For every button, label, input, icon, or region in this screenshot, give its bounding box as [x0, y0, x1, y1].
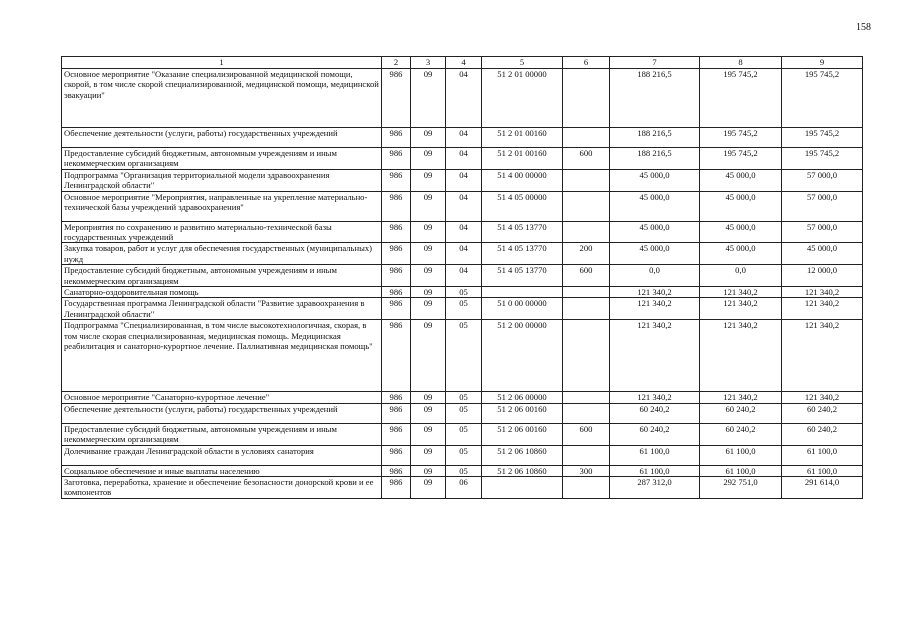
amount-year1-cell: 121 340,2 — [610, 287, 700, 298]
amount-year3-cell: 61 100,0 — [782, 445, 863, 465]
section-code-cell: 09 — [411, 392, 446, 403]
expense-type-cell — [563, 298, 610, 320]
expense-type-cell — [563, 221, 610, 243]
ministry-code-cell: 986 — [382, 243, 411, 265]
amount-year2-cell: 292 751,0 — [700, 476, 782, 498]
amount-year3-cell: 60 240,2 — [782, 403, 863, 423]
expense-type-cell — [563, 287, 610, 298]
ministry-code-cell: 986 — [382, 148, 411, 170]
row-name-cell: Долечивание граждан Ленинградской области в условиях санатория — [62, 445, 382, 465]
section-code-cell: 09 — [411, 169, 446, 191]
amount-year2-cell: 45 000,0 — [700, 169, 782, 191]
amount-year2-cell: 0,0 — [700, 265, 782, 287]
amount-year3-cell: 57 000,0 — [782, 191, 863, 221]
amount-year2-cell: 121 340,2 — [700, 320, 782, 392]
amount-year1-cell: 287 312,0 — [610, 476, 700, 498]
section-code-cell: 09 — [411, 287, 446, 298]
target-article-cell — [482, 287, 563, 298]
amount-year1-cell: 188 216,5 — [610, 148, 700, 170]
target-article-cell: 51 0 00 00000 — [482, 298, 563, 320]
target-article-cell: 51 4 05 13770 — [482, 265, 563, 287]
ministry-code-cell: 986 — [382, 128, 411, 148]
amount-year2-cell: 61 100,0 — [700, 465, 782, 476]
table-row — [62, 423, 863, 445]
row-name-cell: Основное мероприятие "Санаторно-курортное лечение" — [62, 392, 382, 403]
row-name-cell: Основное мероприятие "Мероприятия, направленные на укрепление материально-технической базы учреждений здравоохранения" — [62, 191, 382, 221]
amount-year1-cell: 121 340,2 — [610, 320, 700, 392]
expense-type-cell: 200 — [563, 243, 610, 265]
section-code-cell: 09 — [411, 476, 446, 498]
column-number-row — [62, 57, 863, 69]
amount-year3-cell: 60 240,2 — [782, 423, 863, 445]
expense-type-cell — [563, 69, 610, 128]
amount-year3-cell: 121 340,2 — [782, 298, 863, 320]
amount-year3-cell: 121 340,2 — [782, 320, 863, 392]
amount-year2-cell: 60 240,2 — [700, 403, 782, 423]
target-article-cell: 51 2 06 00000 — [482, 392, 563, 403]
ministry-code-cell: 986 — [382, 403, 411, 423]
column-number-3: 3 — [411, 57, 446, 69]
amount-year3-cell: 45 000,0 — [782, 243, 863, 265]
column-number-9: 9 — [782, 57, 863, 69]
column-number-8: 8 — [700, 57, 782, 69]
column-number-1: 1 — [62, 57, 382, 69]
subsection-code-cell: 05 — [446, 403, 482, 423]
expense-type-cell: 600 — [563, 148, 610, 170]
expense-type-cell — [563, 445, 610, 465]
target-article-cell: 51 2 06 10860 — [482, 445, 563, 465]
table-row — [62, 169, 863, 191]
amount-year2-cell: 195 745,2 — [700, 128, 782, 148]
amount-year2-cell: 60 240,2 — [700, 423, 782, 445]
subsection-code-cell: 04 — [446, 191, 482, 221]
amount-year1-cell: 61 100,0 — [610, 445, 700, 465]
amount-year1-cell: 0,0 — [610, 265, 700, 287]
subsection-code-cell: 05 — [446, 465, 482, 476]
expense-type-cell — [563, 128, 610, 148]
amount-year2-cell: 121 340,2 — [700, 392, 782, 403]
table-row — [62, 221, 863, 243]
amount-year2-cell: 121 340,2 — [700, 287, 782, 298]
column-number-2: 2 — [382, 57, 411, 69]
ministry-code-cell: 986 — [382, 298, 411, 320]
amount-year1-cell: 45 000,0 — [610, 243, 700, 265]
table-row — [62, 403, 863, 423]
amount-year2-cell: 45 000,0 — [700, 191, 782, 221]
amount-year1-cell: 45 000,0 — [610, 169, 700, 191]
ministry-code-cell: 986 — [382, 265, 411, 287]
subsection-code-cell: 04 — [446, 221, 482, 243]
table-row — [62, 243, 863, 265]
column-number-7: 7 — [610, 57, 700, 69]
ministry-code-cell: 986 — [382, 465, 411, 476]
budget-table — [61, 56, 863, 499]
amount-year3-cell: 61 100,0 — [782, 465, 863, 476]
subsection-code-cell: 04 — [446, 69, 482, 128]
amount-year3-cell: 121 340,2 — [782, 287, 863, 298]
row-name-cell: Закупка товаров, работ и услуг для обеспечения государственных (муниципальных) нужд — [62, 243, 382, 265]
subsection-code-cell: 05 — [446, 445, 482, 465]
table-row — [62, 298, 863, 320]
table-row — [62, 265, 863, 287]
table-row — [62, 392, 863, 403]
target-article-cell: 51 2 06 00160 — [482, 423, 563, 445]
table-row — [62, 320, 863, 392]
row-name-cell: Предоставление субсидий бюджетным, автономным учреждениям и иным некоммерческим организациям — [62, 265, 382, 287]
amount-year2-cell: 45 000,0 — [700, 243, 782, 265]
table-row — [62, 476, 863, 498]
amount-year1-cell: 45 000,0 — [610, 191, 700, 221]
table-row — [62, 445, 863, 465]
ministry-code-cell: 986 — [382, 191, 411, 221]
target-article-cell: 51 2 06 00160 — [482, 403, 563, 423]
amount-year1-cell: 61 100,0 — [610, 465, 700, 476]
section-code-cell: 09 — [411, 265, 446, 287]
expense-type-cell — [563, 320, 610, 392]
row-name-cell: Обеспечение деятельности (услуги, работы) государственных учреждений — [62, 128, 382, 148]
section-code-cell: 09 — [411, 465, 446, 476]
amount-year1-cell: 188 216,5 — [610, 128, 700, 148]
expense-type-cell — [563, 476, 610, 498]
row-name-cell: Основное мероприятие "Оказание специализированной медицинской помощи, скорой, в том числе скорой специализированной, медицинской помощи, медицинской эвакуации" — [62, 69, 382, 128]
expense-type-cell — [563, 403, 610, 423]
expense-type-cell: 600 — [563, 423, 610, 445]
amount-year1-cell: 60 240,2 — [610, 423, 700, 445]
amount-year3-cell: 12 000,0 — [782, 265, 863, 287]
expense-type-cell — [563, 169, 610, 191]
subsection-code-cell: 05 — [446, 320, 482, 392]
ministry-code-cell: 986 — [382, 320, 411, 392]
amount-year3-cell: 195 745,2 — [782, 148, 863, 170]
amount-year3-cell: 195 745,2 — [782, 128, 863, 148]
target-article-cell: 51 4 05 13770 — [482, 243, 563, 265]
row-name-cell: Мероприятия по сохранению и развитию материально-технической базы государственных учреждений — [62, 221, 382, 243]
target-article-cell — [482, 476, 563, 498]
expense-type-cell: 300 — [563, 465, 610, 476]
amount-year3-cell: 57 000,0 — [782, 221, 863, 243]
amount-year2-cell: 61 100,0 — [700, 445, 782, 465]
section-code-cell: 09 — [411, 221, 446, 243]
expense-type-cell: 600 — [563, 265, 610, 287]
table-row — [62, 128, 863, 148]
target-article-cell: 51 4 05 00000 — [482, 191, 563, 221]
amount-year3-cell: 121 340,2 — [782, 392, 863, 403]
expense-type-cell — [563, 392, 610, 403]
section-code-cell: 09 — [411, 320, 446, 392]
amount-year2-cell: 195 745,2 — [700, 69, 782, 128]
target-article-cell: 51 4 00 00000 — [482, 169, 563, 191]
subsection-code-cell: 05 — [446, 392, 482, 403]
table-row — [62, 287, 863, 298]
section-code-cell: 09 — [411, 191, 446, 221]
amount-year1-cell: 188 216,5 — [610, 69, 700, 128]
row-name-cell: Подпрограмма "Специализированная, в том числе высокотехнологичная, скорая, в том числе скорая специализированная, медицинская помощь. Медицинская реабилитация и санаторно-курортное лечение. Паллиативная медицинская помощь" — [62, 320, 382, 392]
target-article-cell: 51 2 01 00160 — [482, 128, 563, 148]
subsection-code-cell: 05 — [446, 423, 482, 445]
target-article-cell: 51 2 06 10860 — [482, 465, 563, 476]
expense-type-cell — [563, 191, 610, 221]
amount-year3-cell: 57 000,0 — [782, 169, 863, 191]
table-row — [62, 191, 863, 221]
row-name-cell: Предоставление субсидий бюджетным, автономным учреждениям и иным некоммерческим организациям — [62, 423, 382, 445]
ministry-code-cell: 986 — [382, 476, 411, 498]
row-name-cell: Подпрограмма "Организация территориальной модели здравоохранения Ленинградской области" — [62, 169, 382, 191]
amount-year1-cell: 121 340,2 — [610, 392, 700, 403]
section-code-cell: 09 — [411, 69, 446, 128]
row-name-cell: Обеспечение деятельности (услуги, работы) государственных учреждений — [62, 403, 382, 423]
ministry-code-cell: 986 — [382, 287, 411, 298]
amount-year2-cell: 121 340,2 — [700, 298, 782, 320]
subsection-code-cell: 04 — [446, 265, 482, 287]
section-code-cell: 09 — [411, 243, 446, 265]
row-name-cell: Социальное обеспечение и иные выплаты населению — [62, 465, 382, 476]
table-body — [62, 69, 863, 499]
subsection-code-cell: 05 — [446, 298, 482, 320]
amount-year3-cell: 291 614,0 — [782, 476, 863, 498]
row-name-cell: Предоставление субсидий бюджетным, автономным учреждениям и иным некоммерческим организациям — [62, 148, 382, 170]
ministry-code-cell: 986 — [382, 445, 411, 465]
column-number-4: 4 — [446, 57, 482, 69]
target-article-cell: 51 4 05 13770 — [482, 221, 563, 243]
amount-year1-cell: 121 340,2 — [610, 298, 700, 320]
amount-year1-cell: 60 240,2 — [610, 403, 700, 423]
subsection-code-cell: 04 — [446, 243, 482, 265]
table-row — [62, 465, 863, 476]
amount-year2-cell: 45 000,0 — [700, 221, 782, 243]
table-row — [62, 148, 863, 170]
ministry-code-cell: 986 — [382, 69, 411, 128]
amount-year2-cell: 195 745,2 — [700, 148, 782, 170]
ministry-code-cell: 986 — [382, 169, 411, 191]
section-code-cell: 09 — [411, 128, 446, 148]
column-number-5: 5 — [482, 57, 563, 69]
section-code-cell: 09 — [411, 148, 446, 170]
section-code-cell: 09 — [411, 445, 446, 465]
target-article-cell: 51 2 01 00160 — [482, 148, 563, 170]
ministry-code-cell: 986 — [382, 423, 411, 445]
row-name-cell: Государственная программа Ленинградской области "Развитие здравоохранения в Ленинградской области" — [62, 298, 382, 320]
section-code-cell: 09 — [411, 403, 446, 423]
section-code-cell: 09 — [411, 423, 446, 445]
subsection-code-cell: 05 — [446, 287, 482, 298]
subsection-code-cell: 04 — [446, 148, 482, 170]
target-article-cell: 51 2 00 00000 — [482, 320, 563, 392]
subsection-code-cell: 06 — [446, 476, 482, 498]
ministry-code-cell: 986 — [382, 392, 411, 403]
row-name-cell: Заготовка, переработка, хранение и обеспечение безопасности донорской крови и ее компонентов — [62, 476, 382, 498]
target-article-cell: 51 2 01 00000 — [482, 69, 563, 128]
ministry-code-cell: 986 — [382, 221, 411, 243]
table-row — [62, 69, 863, 128]
subsection-code-cell: 04 — [446, 128, 482, 148]
page-number: 158 — [856, 22, 871, 33]
section-code-cell: 09 — [411, 298, 446, 320]
amount-year3-cell: 195 745,2 — [782, 69, 863, 128]
row-name-cell: Санаторно-оздоровительная помощь — [62, 287, 382, 298]
subsection-code-cell: 04 — [446, 169, 482, 191]
amount-year1-cell: 45 000,0 — [610, 221, 700, 243]
column-number-6: 6 — [563, 57, 610, 69]
